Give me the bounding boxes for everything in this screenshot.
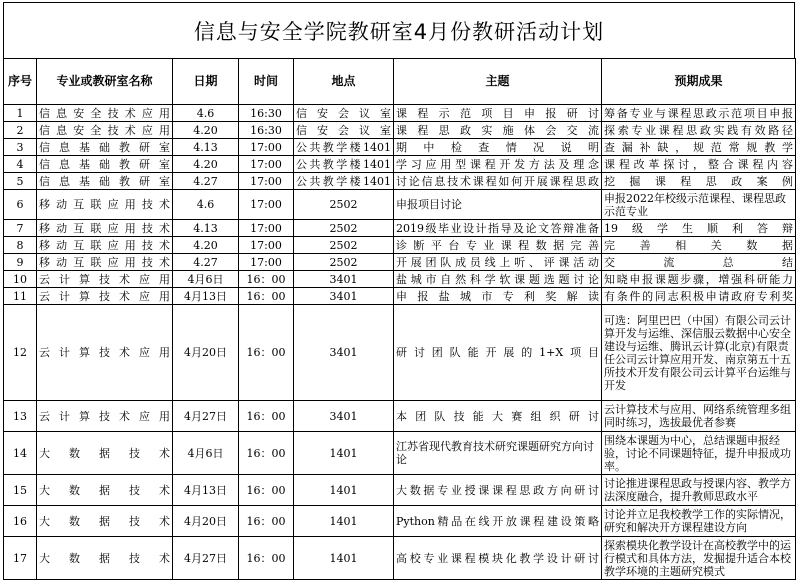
cell-result: 申报2022年校级示范课程、课程思政示范专业: [602, 190, 796, 220]
cell-no: 1: [4, 105, 37, 122]
cell-time: 17:00: [239, 237, 294, 254]
cell-place: 信安会议室: [294, 105, 394, 122]
cell-date: 4.27: [173, 254, 239, 271]
table-row: [4, 475, 796, 506]
cell-place: 公共教学楼1401: [294, 156, 394, 173]
table-header-row: [4, 59, 796, 105]
cell-time: 16:30: [239, 105, 294, 122]
cell-dept: 信息基础教研室: [37, 173, 173, 190]
cell-result: 探索专业课程思政实践有效路径: [602, 122, 796, 139]
cell-result: 可选：阿里巴巴（中国）有限公司云计算开发与运维、深信服云数据中心安全建设与运维、腾讯云计算(北京)有限责任公司云计算应用开发、南京第五十五所技术开发有限公司云计算平台运维与开发: [602, 305, 796, 401]
cell-topic: 2019级毕业设计指导及论文答辩准备: [394, 220, 602, 237]
cell-result: 筹备专业与课程思政示范项目申报: [602, 105, 796, 122]
header-time: 时间: [239, 59, 294, 105]
cell-topic: 江苏省现代教育技术研究课题研究方向讨论: [394, 432, 602, 475]
cell-dept: 云计算技术应用: [37, 271, 173, 288]
table-row: [4, 220, 796, 237]
table-row: [4, 122, 796, 139]
cell-date: 4.13: [173, 139, 239, 156]
cell-place: 3401: [294, 305, 394, 401]
cell-no: 2: [4, 122, 37, 139]
cell-topic: 大数据专业授课课程思政方向研讨: [394, 475, 602, 506]
cell-no: 3: [4, 139, 37, 156]
cell-time: 17:00: [239, 173, 294, 190]
cell-dept: 信息基础教研室: [37, 139, 173, 156]
cell-no: 13: [4, 401, 37, 432]
cell-topic: 高校专业课程模块化教学设计研讨: [394, 537, 602, 580]
cell-place: 3401: [294, 288, 394, 305]
cell-time: 16：00: [239, 271, 294, 288]
cell-result: 查漏补缺，规范常规教学: [602, 139, 796, 156]
cell-place: 1401: [294, 432, 394, 475]
cell-result: 19级学生顺利答辩: [602, 220, 796, 237]
table-row: [4, 237, 796, 254]
cell-no: 15: [4, 475, 37, 506]
cell-dept: 云计算技术应用: [37, 401, 173, 432]
cell-no: 10: [4, 271, 37, 288]
table-row: [4, 401, 796, 432]
cell-dept: 移动互联应用技术: [37, 237, 173, 254]
cell-topic: 盐城市自然科学软课题选题讨论: [394, 271, 602, 288]
cell-dept: 信息安全技术应用: [37, 105, 173, 122]
table-row: [4, 139, 796, 156]
cell-time: 17:00: [239, 220, 294, 237]
cell-no: 6: [4, 190, 37, 220]
cell-result: 挖掘课程思政案例: [602, 173, 796, 190]
cell-place: 公共教学楼1401: [294, 173, 394, 190]
cell-date: 4月13日: [173, 288, 239, 305]
cell-result: 云计算技术与应用、网络系统管理多组同时练习，选拔最优者参赛: [602, 401, 796, 432]
cell-result: 交流总结: [602, 254, 796, 271]
cell-dept: 大数据技术: [37, 475, 173, 506]
cell-time: 17:00: [239, 254, 294, 271]
header-date: 日期: [173, 59, 239, 105]
header-no: 序号: [4, 59, 37, 105]
cell-date: 4.20: [173, 156, 239, 173]
table-row: [4, 173, 796, 190]
cell-place: 信安会议室: [294, 122, 394, 139]
header-topic: 主题: [394, 59, 602, 105]
table-row: [4, 288, 796, 305]
cell-no: 14: [4, 432, 37, 475]
table-row: [4, 254, 796, 271]
cell-time: 17:00: [239, 190, 294, 220]
cell-no: 4: [4, 156, 37, 173]
cell-place: 1401: [294, 506, 394, 537]
cell-no: 9: [4, 254, 37, 271]
cell-time: 16：00: [239, 475, 294, 506]
cell-time: 16：00: [239, 506, 294, 537]
cell-time: 16:30: [239, 122, 294, 139]
cell-place: 1401: [294, 537, 394, 580]
cell-no: 8: [4, 237, 37, 254]
header-result: 预期成果: [602, 59, 796, 105]
cell-time: 16：00: [239, 401, 294, 432]
table-row: [4, 105, 796, 122]
cell-place: 3401: [294, 271, 394, 288]
table-row: [4, 432, 796, 475]
cell-topic: 课程示范项目申报研讨: [394, 105, 602, 122]
cell-result: 完善相关数据: [602, 237, 796, 254]
table-row: [4, 506, 796, 537]
cell-no: 17: [4, 537, 37, 580]
cell-time: 16：00: [239, 305, 294, 401]
cell-time: 16：00: [239, 432, 294, 475]
table-row: [4, 190, 796, 220]
cell-no: 5: [4, 173, 37, 190]
cell-place: 2502: [294, 237, 394, 254]
cell-topic: 期中检查情况说明: [394, 139, 602, 156]
cell-topic: 申报盐城市专利奖解读: [394, 288, 602, 305]
cell-result: 知晓申报课题步骤，增强科研能力: [602, 271, 796, 288]
plan-sheet: [3, 2, 795, 580]
cell-place: 1401: [294, 475, 394, 506]
cell-date: 4.6: [173, 105, 239, 122]
cell-result: 围绕本课题为中心，总结课题申报经验，讨论不同课题特征，提升申报成功率。: [602, 432, 796, 475]
cell-dept: 大数据技术: [37, 537, 173, 580]
cell-topic: 讨论信息技术课程如何开展课程思政: [394, 173, 602, 190]
cell-topic: 研讨团队能开展的1+X项目: [394, 305, 602, 401]
plan-table: [3, 58, 796, 580]
cell-date: 4.27: [173, 173, 239, 190]
cell-dept: 移动互联应用技术: [37, 220, 173, 237]
table-row: [4, 537, 796, 580]
cell-date: 4.6: [173, 190, 239, 220]
cell-result: 有条件的同志积极申请政府专利奖: [602, 288, 796, 305]
cell-place: 公共教学楼1401: [294, 139, 394, 156]
cell-date: 4月27日: [173, 537, 239, 580]
cell-time: 16：00: [239, 288, 294, 305]
cell-date: 4.20: [173, 237, 239, 254]
cell-dept: 信息基础教研室: [37, 156, 173, 173]
cell-topic: 申报项目讨论: [394, 190, 602, 220]
cell-topic: 开展团队成员线上听、评课活动: [394, 254, 602, 271]
cell-date: 4.20: [173, 122, 239, 139]
cell-time: 17:00: [239, 156, 294, 173]
cell-date: 4月13日: [173, 475, 239, 506]
cell-result: 探索模块化教学设计在高校教学中的运行模式和具体方法，发掘提升适合本校教学环境的主题研究模式: [602, 537, 796, 580]
cell-topic: 学习应用型课程开发方法及理念: [394, 156, 602, 173]
cell-dept: 云计算技术应用: [37, 288, 173, 305]
cell-time: 16：00: [239, 537, 294, 580]
cell-topic: 本团队技能大赛组织研讨: [394, 401, 602, 432]
cell-dept: 云计算技术应用: [37, 305, 173, 401]
cell-dept: 信息安全技术应用: [37, 122, 173, 139]
cell-place: 2502: [294, 220, 394, 237]
cell-topic: 诊断平台专业课程数据完善: [394, 237, 602, 254]
table-row: [4, 271, 796, 288]
cell-no: 7: [4, 220, 37, 237]
cell-date: 4月20日: [173, 305, 239, 401]
table-row: [4, 305, 796, 401]
page-title: 信息与安全学院教研室4月份教研活动计划: [3, 2, 795, 58]
cell-date: 4.13: [173, 220, 239, 237]
cell-result: 讨论并立足我校教学工作的实际情况，研究和解决开方课程建设方向: [602, 506, 796, 537]
header-place: 地点: [294, 59, 394, 105]
cell-no: 11: [4, 288, 37, 305]
cell-dept: 移动互联应用技术: [37, 254, 173, 271]
table-row: [4, 156, 796, 173]
cell-date: 4月27日: [173, 401, 239, 432]
cell-dept: 移动互联应用技术: [37, 190, 173, 220]
cell-date: 4月6日: [173, 432, 239, 475]
cell-no: 16: [4, 506, 37, 537]
cell-place: 2502: [294, 254, 394, 271]
cell-date: 4月6日: [173, 271, 239, 288]
cell-date: 4月20日: [173, 506, 239, 537]
cell-time: 17:00: [239, 139, 294, 156]
cell-result: 讨论推进课程思政与授课内容、教学方法深度融合，提升教师思政水平: [602, 475, 796, 506]
cell-no: 12: [4, 305, 37, 401]
cell-topic: Python精品在线开放课程建设策略: [394, 506, 602, 537]
header-dept: 专业或教研室名称: [37, 59, 173, 105]
cell-place: 3401: [294, 401, 394, 432]
cell-dept: 大数据技术: [37, 432, 173, 475]
cell-topic: 课程思政实施体会交流: [394, 122, 602, 139]
cell-result: 课程改革探讨，整合课程内容: [602, 156, 796, 173]
cell-dept: 大数据技术: [37, 506, 173, 537]
cell-place: 2502: [294, 190, 394, 220]
